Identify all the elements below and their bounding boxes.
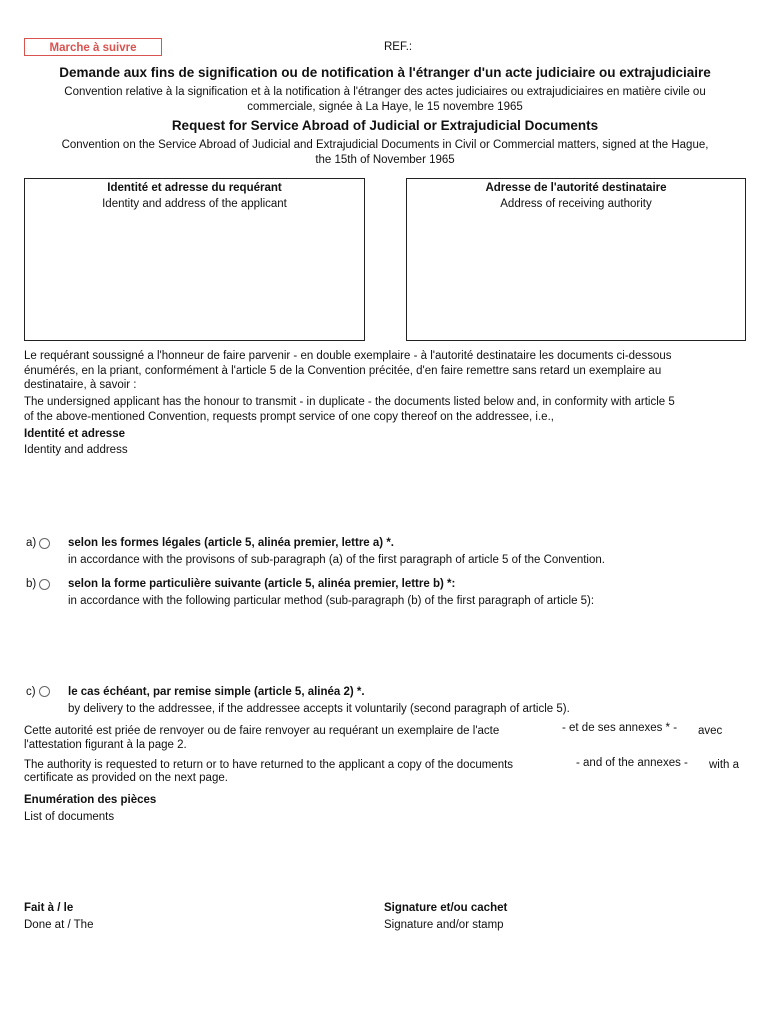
ref-label: REF.: <box>384 41 413 53</box>
option-b-method-field[interactable] <box>68 612 746 678</box>
return-french-part2: - et de ses annexes * - <box>562 722 678 734</box>
documents-heading: Enumération des pièces <box>24 794 157 806</box>
option-a-english: in accordance with the provisons of sub-paragraph (a) of the first paragraph of article 5 of the Convention. <box>68 554 605 566</box>
identity-field[interactable] <box>24 462 746 528</box>
french-title: Demande aux fins de signification ou de notification à l'étranger d'un acte judiciaire ou extrajudiciaire <box>59 65 711 80</box>
done-at-subheading: Done at / The <box>24 919 94 931</box>
applicant-box-subheading: Identity and address of the applicant <box>102 198 287 210</box>
identity-heading: Identité et adresse <box>24 428 125 440</box>
applicant-address-box[interactable] <box>24 178 365 341</box>
french-subtitle-line: commerciale, signée à La Haye, le 15 novembre 1965 <box>247 100 523 113</box>
option-b-letter: b) <box>26 578 37 590</box>
english-title: Request for Service Abroad of Judicial or Extrajudicial Documents <box>171 118 599 133</box>
option-c-radio[interactable] <box>39 686 50 700</box>
applicant-box-heading: Identité et adresse du requérant <box>107 182 282 194</box>
intro-line: destinataire, à savoir : <box>24 379 137 391</box>
return-french-line2: l'attestation figurant à la page 2. <box>24 739 187 751</box>
english-subtitle-line: the 15th of November 1965 <box>315 153 455 166</box>
intro-line: énumérés, en la priant, conformément à l'article 5 de la Convention précitée, d'en faire remettre sans retard un exemplaire au <box>24 364 662 377</box>
documents-field[interactable] <box>24 828 746 894</box>
intro-line: The undersigned applicant has the honour to transmit - in duplicate - the documents listed below and, in conformity with article 5 <box>24 396 675 408</box>
return-english-line2: certificate as provided on the next page. <box>24 772 228 784</box>
authority-box-subheading: Address of receiving authority <box>500 198 652 210</box>
identity-subheading: Identity and address <box>24 444 128 456</box>
english-subtitle-line: Convention on the Service Abroad of Judicial and Extrajudicial Documents in Civil or Commercial matters, signed at the Hague, <box>61 139 709 151</box>
option-b-radio[interactable] <box>39 579 50 593</box>
intro-english <box>24 395 746 424</box>
option-c-french: le cas échéant, par remise simple (article 5, alinéa 2) *. <box>68 686 365 698</box>
marche-a-suivre-button[interactable]: Marche à suivre <box>24 38 162 56</box>
french-subtitle-line: Convention relative à la signification et à la notification à l'étranger des actes judiciaires ou extrajudiciaires en matière civile ou <box>64 86 706 98</box>
intro-line: of the above-mentioned Convention, requests prompt service of one copy thereof on the addressee, i.e., <box>24 410 554 423</box>
return-french-part3: avec <box>698 725 723 737</box>
return-english-part3: with a <box>709 759 740 771</box>
return-english-part1: The authority is requested to return or to have returned to the applicant a copy of the documents <box>24 759 514 771</box>
option-b-english: in accordance with the following particular method (sub-paragraph (b) of the first paragraph of article 5): <box>68 595 595 607</box>
intro-line: Le requérant soussigné a l'honneur de faire parvenir - en double exemplaire - à l'autorité destinataire les documents ci-dessous <box>24 350 672 362</box>
signature-heading: Signature et/ou cachet <box>384 902 508 914</box>
intro-french <box>24 349 746 393</box>
authority-address-box[interactable] <box>406 178 746 341</box>
authority-box-heading: Adresse de l'autorité destinataire <box>485 182 667 194</box>
option-a-radio[interactable] <box>39 538 50 552</box>
documents-subheading: List of documents <box>24 811 115 823</box>
done-at-heading: Fait à / le <box>24 902 74 914</box>
return-english-part2: - and of the annexes - <box>576 757 688 769</box>
option-c-letter: c) <box>26 686 36 698</box>
signature-subheading: Signature and/or stamp <box>384 919 504 931</box>
option-b-french: selon la forme particulière suivante (article 5, alinéa premier, lettre b) *: <box>68 578 456 590</box>
french-subtitle <box>20 85 750 114</box>
option-c-english: by delivery to the addressee, if the addressee accepts it voluntarily (second paragraph of article 5). <box>68 703 570 715</box>
return-french-part1: Cette autorité est priée de renvoyer ou de faire renvoyer au requérant un exemplaire de l'acte <box>24 725 500 737</box>
english-subtitle <box>20 138 750 167</box>
option-a-letter: a) <box>26 537 37 549</box>
option-a-french: selon les formes légales (article 5, alinéa premier, lettre a) *. <box>68 537 394 549</box>
